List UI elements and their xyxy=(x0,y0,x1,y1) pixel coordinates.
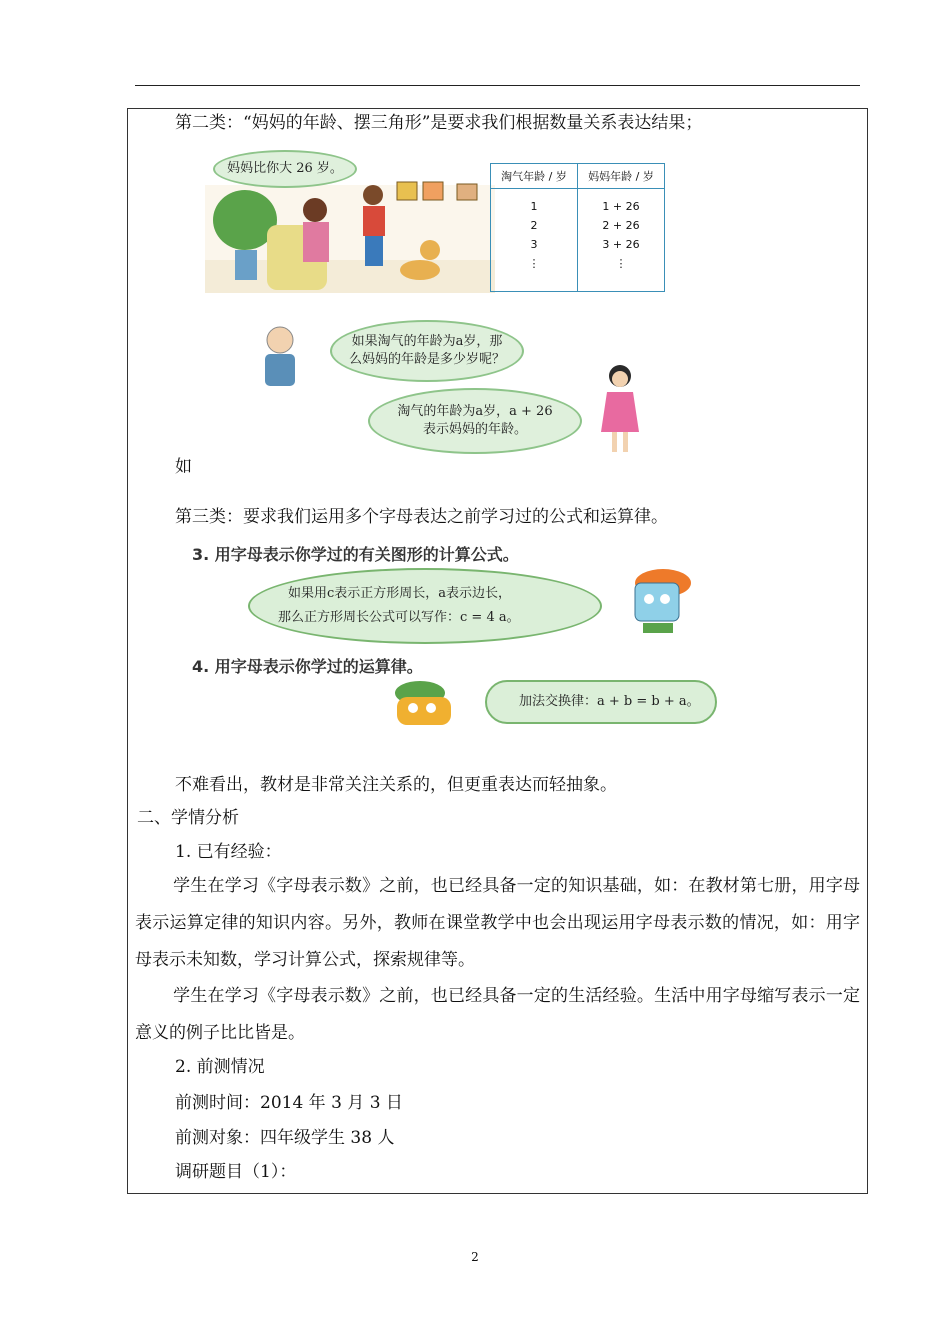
paragraph-life-text: 学生在学习《字母表示数》之前，也已经具备一定的生活经验。生活中用字母缩写表示一定意义的例子比比皆是。 xyxy=(135,986,860,1043)
robot-mascot-figure xyxy=(615,565,700,640)
table-cell: ⋮ xyxy=(615,257,627,270)
item-3-heading: 3. 用字母表示你学过的有关图形的计算公式。 xyxy=(192,545,519,564)
page-number: 2 xyxy=(471,1250,479,1264)
category-3-text: 第三类：要求我们运用多个字母表达之前学习过的公式和运算律。 xyxy=(175,507,668,527)
item-4-heading: 4. 用字母表示你学过的运算律。 xyxy=(192,657,423,676)
child-age-column xyxy=(491,189,578,292)
table-cell: ⋮ xyxy=(528,257,540,270)
age-table xyxy=(490,163,665,292)
grandpa-figure xyxy=(250,322,310,392)
table-cell: 3 + 26 xyxy=(602,238,640,251)
conclusion-text: 不难看出，教材是非常关注关系的，但更重表达而轻抽象。 xyxy=(175,775,617,795)
subheading-experience: 1. 已有经验： xyxy=(175,842,282,862)
cloud-line-2: 那么正方形周长公式可以写作：c = 4 a。 xyxy=(278,610,520,625)
grandpa-line-1: 如果淘气的年龄为a岁，那 xyxy=(351,334,503,349)
ru-text: 如 xyxy=(175,457,192,477)
car-mascot-figure xyxy=(385,675,465,735)
section-2-heading: 二、学情分析 xyxy=(137,808,239,828)
pretest-time: 前测时间：2014 年 3 月 3 日 xyxy=(175,1093,403,1113)
paragraph-knowledge xyxy=(135,868,860,979)
pretest-target: 前测对象：四年级学生 38 人 xyxy=(175,1128,395,1148)
law-bubble xyxy=(485,680,717,724)
subheading-pretest: 2. 前测情况 xyxy=(175,1057,265,1077)
mother-speech-bubble: 妈妈比你大 26 岁。 xyxy=(213,150,357,188)
girl-line-2: 表示妈妈的年龄。 xyxy=(422,422,527,437)
table-header-mother: 妈妈年龄 / 岁 xyxy=(578,164,665,189)
paragraph-life xyxy=(135,978,860,1052)
mother-age-column xyxy=(578,189,665,292)
table-cell: 3 xyxy=(530,238,538,251)
cloud-line-1: 如果用c表示正方形周长，a表示边长， xyxy=(288,586,512,601)
table-cell: 2 xyxy=(530,219,538,232)
table-header-child: 淘气年龄 / 岁 xyxy=(491,164,578,189)
grandpa-speech-bubble xyxy=(330,320,524,382)
table-cell: 2 + 26 xyxy=(602,219,640,232)
formula-cloud xyxy=(248,568,602,644)
category-2-text: 第二类：“妈妈的年龄、摆三角形”是要求我们根据数量关系表达结果； xyxy=(175,113,703,133)
table-cell: 1 xyxy=(530,200,538,213)
grandpa-line-2: 么妈妈的年龄是多少岁呢？ xyxy=(348,352,505,367)
addition-commutative-law: 加法交换律：a + b = b + a。 xyxy=(519,694,700,709)
girl-line-1: 淘气的年龄为a岁，a + 26 xyxy=(397,404,553,419)
header-rule xyxy=(135,85,860,86)
table-cell: 1 + 26 xyxy=(602,200,640,213)
survey-question: 调研题目（1）： xyxy=(175,1162,297,1182)
girl-figure xyxy=(595,362,645,458)
paragraph-knowledge-text: 学生在学习《字母表示数》之前，也已经具备一定的知识基础，如：在教材第七册，用字母表示运算定律的知识内容。另外，教师在课堂教学中也会出现运用字母表示数的情况，如：用字母表示未知数，学习计算公式，探索规律等。 xyxy=(135,876,860,970)
girl-speech-bubble xyxy=(368,388,582,454)
